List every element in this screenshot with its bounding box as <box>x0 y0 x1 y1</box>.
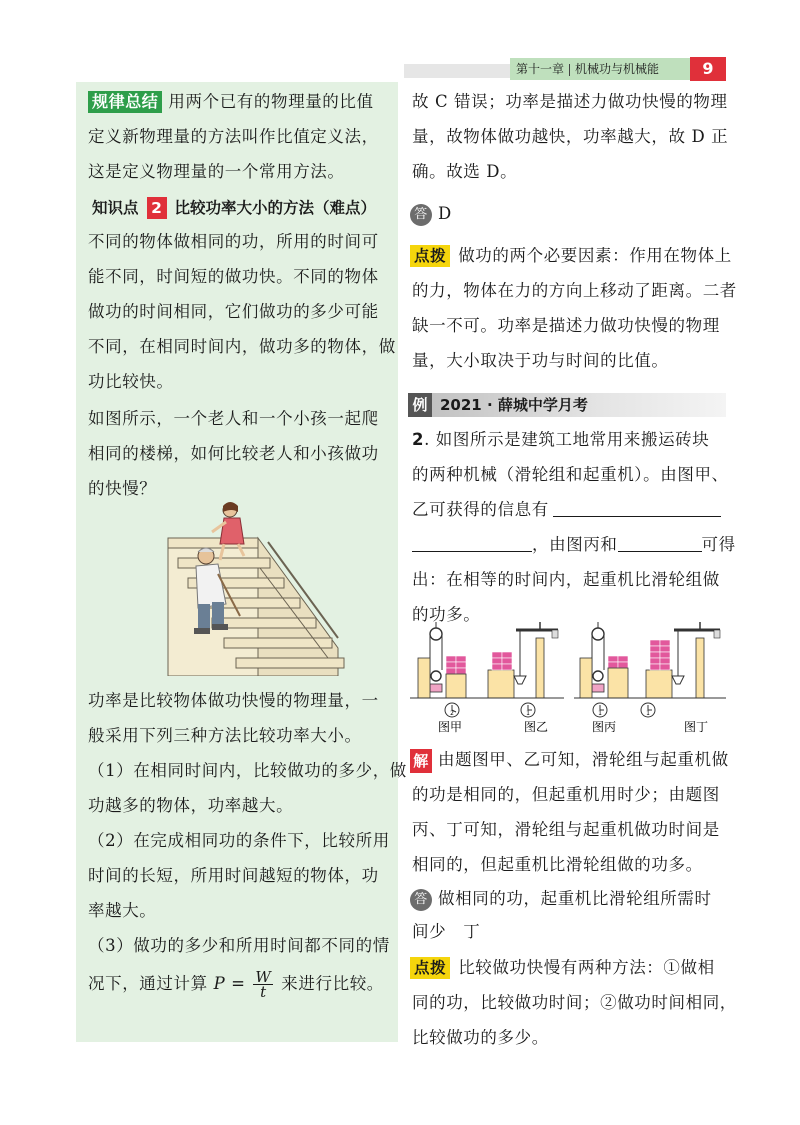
staircase <box>168 538 344 676</box>
para3-line-5: （2）在完成相同功的条件下，比较所用 <box>88 831 390 850</box>
para1-line-5: 功比较快。 <box>88 372 174 391</box>
para3-line-4: 功越多的物体，功率越大。 <box>88 796 294 815</box>
figure-label-2: 图乙 <box>524 720 549 734</box>
answer-blank-3[interactable] <box>618 533 702 552</box>
para1-line-2: 能不同，时间短的做功快。不同的物体 <box>88 267 379 286</box>
solution-line-2: 的功是相同的，但起重机用时少；由题图 <box>412 785 720 804</box>
solution-line-3: 丙、丁可知，滑轮组与起重机做功时间是 <box>412 820 720 839</box>
answer-1-text: D <box>438 204 452 223</box>
figure-yi <box>478 622 564 734</box>
machines-diagram <box>408 618 728 736</box>
knowledge-point-heading <box>92 196 376 220</box>
tip1-line-3: 缺一不可。功率是描述力做功快慢的物理 <box>412 316 720 335</box>
example-icon: 例 <box>408 393 432 417</box>
answer-2-line-2: 间少 丁 <box>412 922 481 941</box>
clock-reading-3: 1 <box>598 710 602 717</box>
figure-ding <box>640 622 726 734</box>
summary-tag: 规律总结 <box>88 91 162 113</box>
clock-reading-2: 1 <box>526 710 530 717</box>
formula-prefix: 况下，通过计算 <box>88 974 208 993</box>
example-bar <box>408 393 726 417</box>
chapter-divider <box>569 64 570 76</box>
para3-line-7: 率越大。 <box>88 901 157 920</box>
page-number: 9 <box>690 57 726 81</box>
tip1-line-4: 量，大小取决于功与时间的比值。 <box>412 351 669 370</box>
tip2-line-2: 同的功，比较做功时间；②做功时间相同， <box>412 993 737 1012</box>
para2-line-3: 的快慢？ <box>88 479 157 498</box>
answer-icon: 答 <box>410 889 432 911</box>
para3-line-3: （1）在相同时间内，比较做功的多少，做 <box>88 761 407 780</box>
para1-line-1: 不同的物体做相同的功，所用的时间可 <box>88 232 379 251</box>
question-line-4: ，由图丙和 可得 <box>412 527 736 562</box>
tip-tag: 点拨 <box>410 245 450 267</box>
para2-line-2: 相同的楼梯，如何比较老人和小孩做功 <box>88 444 379 463</box>
question-number: 2 <box>412 430 425 449</box>
tip2-line-1: 点拨 比较做功快慢有两种方法：①做相 <box>410 950 715 985</box>
kp-title: 比较功率大小的方法（难点） <box>174 199 377 217</box>
para3-line-8: （3）做功的多少和所用时间都不同的情 <box>88 936 390 955</box>
tip1-line-1: 点拨 做功的两个必要因素：作用在物体上 <box>410 238 732 273</box>
formula-suffix: 来进行比较。 <box>281 974 384 993</box>
chapter-number: 第十一章 <box>516 62 565 76</box>
answer-blank-2[interactable] <box>412 533 532 552</box>
chapter-title: 机械功与机械能 <box>575 62 660 76</box>
answer-2-line-1: 答 做相同的功，起重机比滑轮组所需时 <box>410 881 712 916</box>
question-line-5: 出：在相等的时间内，起重机比滑轮组做 <box>412 570 720 589</box>
chapter-label <box>510 58 690 80</box>
formula-line <box>88 966 384 1001</box>
tip-tag: 点拨 <box>410 957 450 979</box>
question-line-1: 2. 如图所示是建筑工地常用来搬运砖块 <box>412 430 710 449</box>
para3-line-1: 功率是比较物体做功快慢的物理量，一 <box>88 691 379 710</box>
prev-line-3: 确。故选 D。 <box>412 162 518 181</box>
solution-line-1: 解 由题图甲、乙可知，滑轮组与起重机做 <box>410 742 729 777</box>
question-line-3: 乙可获得的信息有 <box>412 492 721 527</box>
stairs-illustration <box>148 498 348 676</box>
figure-bing <box>574 622 640 734</box>
para3-line-6: 时间的长短，所用时间越短的物体，功 <box>88 866 379 885</box>
figure-jia <box>410 622 478 734</box>
clock-reading-1: 2 <box>450 710 454 717</box>
example-source: 2021 · 薛城中学月考 <box>440 396 588 414</box>
kp-number: 2 <box>147 197 167 219</box>
para1-line-3: 做功的时间相同，它们做功的多少可能 <box>88 302 379 321</box>
power-fraction <box>253 970 273 999</box>
answer-blank-1[interactable] <box>553 498 721 517</box>
para1-line-4: 不同，在相同时间内，做功多的物体，做 <box>88 337 396 356</box>
kp-label: 知识点 <box>92 199 139 217</box>
para3-line-2: 般采用下列三种方法比较功率大小。 <box>88 726 362 745</box>
figure-label-4: 图丁 <box>684 720 709 734</box>
fraction-numerator: W <box>255 968 272 986</box>
tip1-line-2: 的力，物体在力的方向上移动了距离。二者 <box>412 281 737 300</box>
summary-line-1: 规律总结 用两个已有的物理量的比值 <box>88 84 374 119</box>
prev-line-2: 量，故物体做功越快，功率越大，故 D 正 <box>412 127 729 146</box>
solution-line-4: 相同的，但起重机比滑轮组做的功多。 <box>412 855 703 874</box>
clock-reading-4: 1 <box>646 710 650 717</box>
answer-1 <box>410 196 452 231</box>
para2-line-1: 如图所示，一个老人和一个小孩一起爬 <box>88 409 379 428</box>
solution-icon: 解 <box>410 749 432 773</box>
figure-label-1: 图甲 <box>438 720 463 734</box>
fraction-denominator: t <box>260 983 267 1001</box>
summary-line-3: 这是定义物理量的一个常用方法。 <box>88 162 345 181</box>
formula-lhs: P = <box>213 974 246 993</box>
question-line-2: 的两种机械（滑轮组和起重机）。由图甲、 <box>412 465 729 484</box>
summary-line-2: 定义新物理量的方法叫作比值定义法， <box>88 127 379 146</box>
prev-line-1: 故 C 错误；功率是描述力做功快慢的物理 <box>412 92 728 111</box>
answer-icon: 答 <box>410 204 432 226</box>
question-line-6: 的功多。 <box>412 605 481 624</box>
tip2-line-3: 比较做功的多少。 <box>412 1028 549 1047</box>
figure-label-3: 图丙 <box>592 720 617 734</box>
